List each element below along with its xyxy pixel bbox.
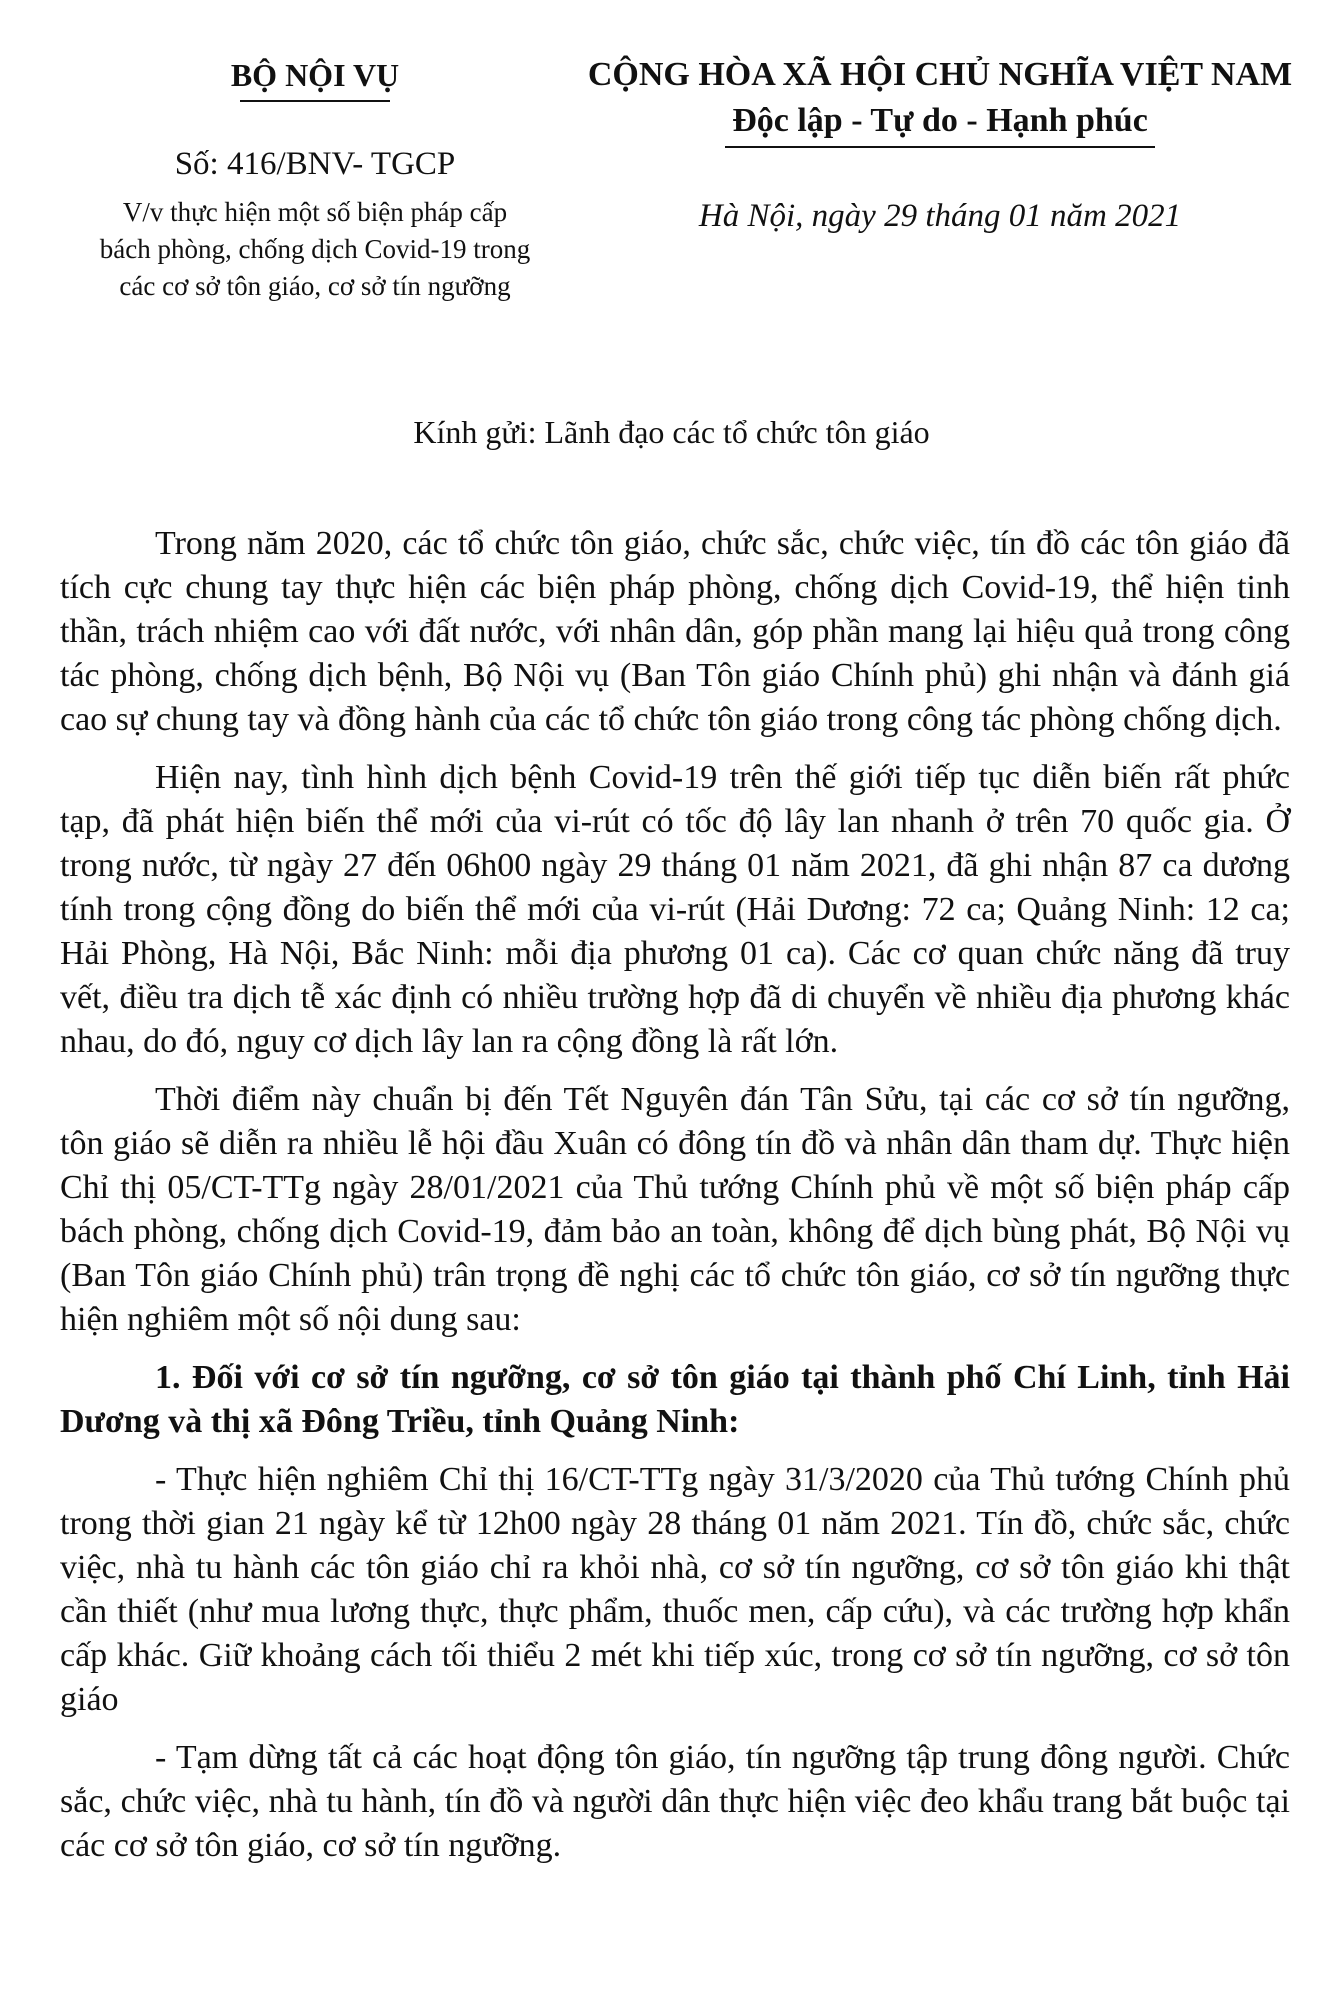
bullet-paragraph: - Thực hiện nghiêm Chỉ thị 16/CT-TTg ngày 31/3/2020 của Thủ tướng Chính phủ trong thời gian 21 ngày kể từ 12h00 ngày 28 tháng 01 năm 2021. Tín đồ, chức sắc, chức việc, nhà tu hành các tôn giáo chỉ ra khỏi nhà, cơ sở tín ngưỡng, cơ sở tôn giáo khi thật cần thiết (như mua lương thực, thực phẩm, thuốc men, cấp cứu), và các trường hợp khẩn cấp khác. Giữ khoảng cách tối thiểu 2 mét khi tiếp xúc, trong cơ sở tín ngưỡng, cơ sở tôn giáo (60, 1461, 1290, 1718)
header-left-block (85, 52, 545, 305)
place-and-date: Hà Nội, ngày 29 tháng 01 năm 2021 (698, 198, 1182, 234)
issuing-agency: BỘ NỘI VỤ (230, 57, 400, 93)
item-heading-text: Đối với cơ sở tín ngưỡng, cơ sở tôn giáo tại thành phố Chí Linh, tỉnh Hải Dương và thị xã Đông Triều, tỉnh Quảng Ninh: (60, 1359, 1290, 1440)
recipient-line: Kính gửi: Lãnh đạo các tổ chức tôn giáo (413, 414, 930, 450)
body-paragraph: Thời điểm này chuẩn bị đến Tết Nguyên đán Tân Sửu, tại các cơ sở tín ngưỡng, tôn giáo sẽ diễn ra nhiều lễ hội đầu Xuân có đông tín đồ và nhân dân tham dự. Thực hiện Chỉ thị 05/CT-TTg ngày 28/01/2021 của Thủ tướng Chính phủ về một số biện pháp cấp bách phòng, chống dịch Covid-19, đảm bảo an toàn, không để dịch bùng phát, Bộ Nội vụ (Ban Tôn giáo Chính phủ) trân trọng đề nghị các tổ chức tôn giáo, cơ sở tín ngưỡng thực hiện nghiêm một số nội dung sau: (60, 1081, 1290, 1338)
national-motto: Độc lập - Tự do - Hạnh phúc (732, 102, 1148, 139)
document-body (60, 522, 1290, 1882)
agency-underline (240, 100, 390, 102)
body-paragraph: Trong năm 2020, các tổ chức tôn giáo, chức sắc, chức việc, tín đồ các tôn giáo đã tích cực chung tay thực hiện các biện pháp phòng, chống dịch Covid-19, thể hiện tinh thần, trách nhiệm cao với đất nước, với nhân dân, góp phần mang lại hiệu quả trong công tác phòng, chống dịch bệnh, Bộ Nội vụ (Ban Tôn giáo Chính phủ) ghi nhận và đánh giá cao sự chung tay và đồng hành của các tổ chức tôn giáo trong công tác phòng chống dịch. (60, 525, 1290, 738)
national-title: CỘNG HÒA XÃ HỘI CHỦ NGHĨA VIỆT NAM (587, 56, 1293, 93)
subject-line: bách phòng, chống dịch Covid-19 trong (99, 234, 531, 264)
header-right-block (560, 52, 1320, 238)
item-number: 1. (155, 1359, 181, 1396)
numbered-item-heading (60, 1356, 1290, 1444)
subject-line: V/v thực hiện một số biện pháp cấp (122, 197, 508, 227)
document-subject (85, 194, 545, 305)
document-number: Số: 416/BNV- TGCP (174, 146, 456, 182)
subject-line: các cơ sở tôn giáo, cơ sở tín ngưỡng (119, 271, 511, 301)
body-paragraph: Hiện nay, tình hình dịch bệnh Covid-19 trên thế giới tiếp tục diễn biến rất phức tạp, đã phát hiện biến thể mới của vi-rút có tốc độ lây lan nhanh ở trên 70 quốc gia. Ở trong nước, từ ngày 27 đến 06h00 ngày 29 tháng 01 năm 2021, đã ghi nhận 87 ca dương tính trong cộng đồng do biến thể mới của vi-rút (Hải Dương: 72 ca; Quảng Ninh: 12 ca; Hải Phòng, Hà Nội, Bắc Ninh: mỗi địa phương 01 ca). Các cơ quan chức năng đã truy vết, điều tra dịch tễ xác định có nhiều trường hợp đã di chuyển về nhiều địa phương khác nhau, do đó, nguy cơ dịch lây lan ra cộng đồng là rất lớn. (60, 759, 1290, 1060)
bullet-paragraph: - Tạm dừng tất cả các hoạt động tôn giáo, tín ngưỡng tập trung đông người. Chức sắc, chức việc, nhà tu hành, tín đồ và người dân thực hiện việc đeo khẩu trang bắt buộc tại các cơ sở tôn giáo, cơ sở tín ngưỡng. (60, 1739, 1290, 1864)
motto-underline (725, 146, 1155, 148)
